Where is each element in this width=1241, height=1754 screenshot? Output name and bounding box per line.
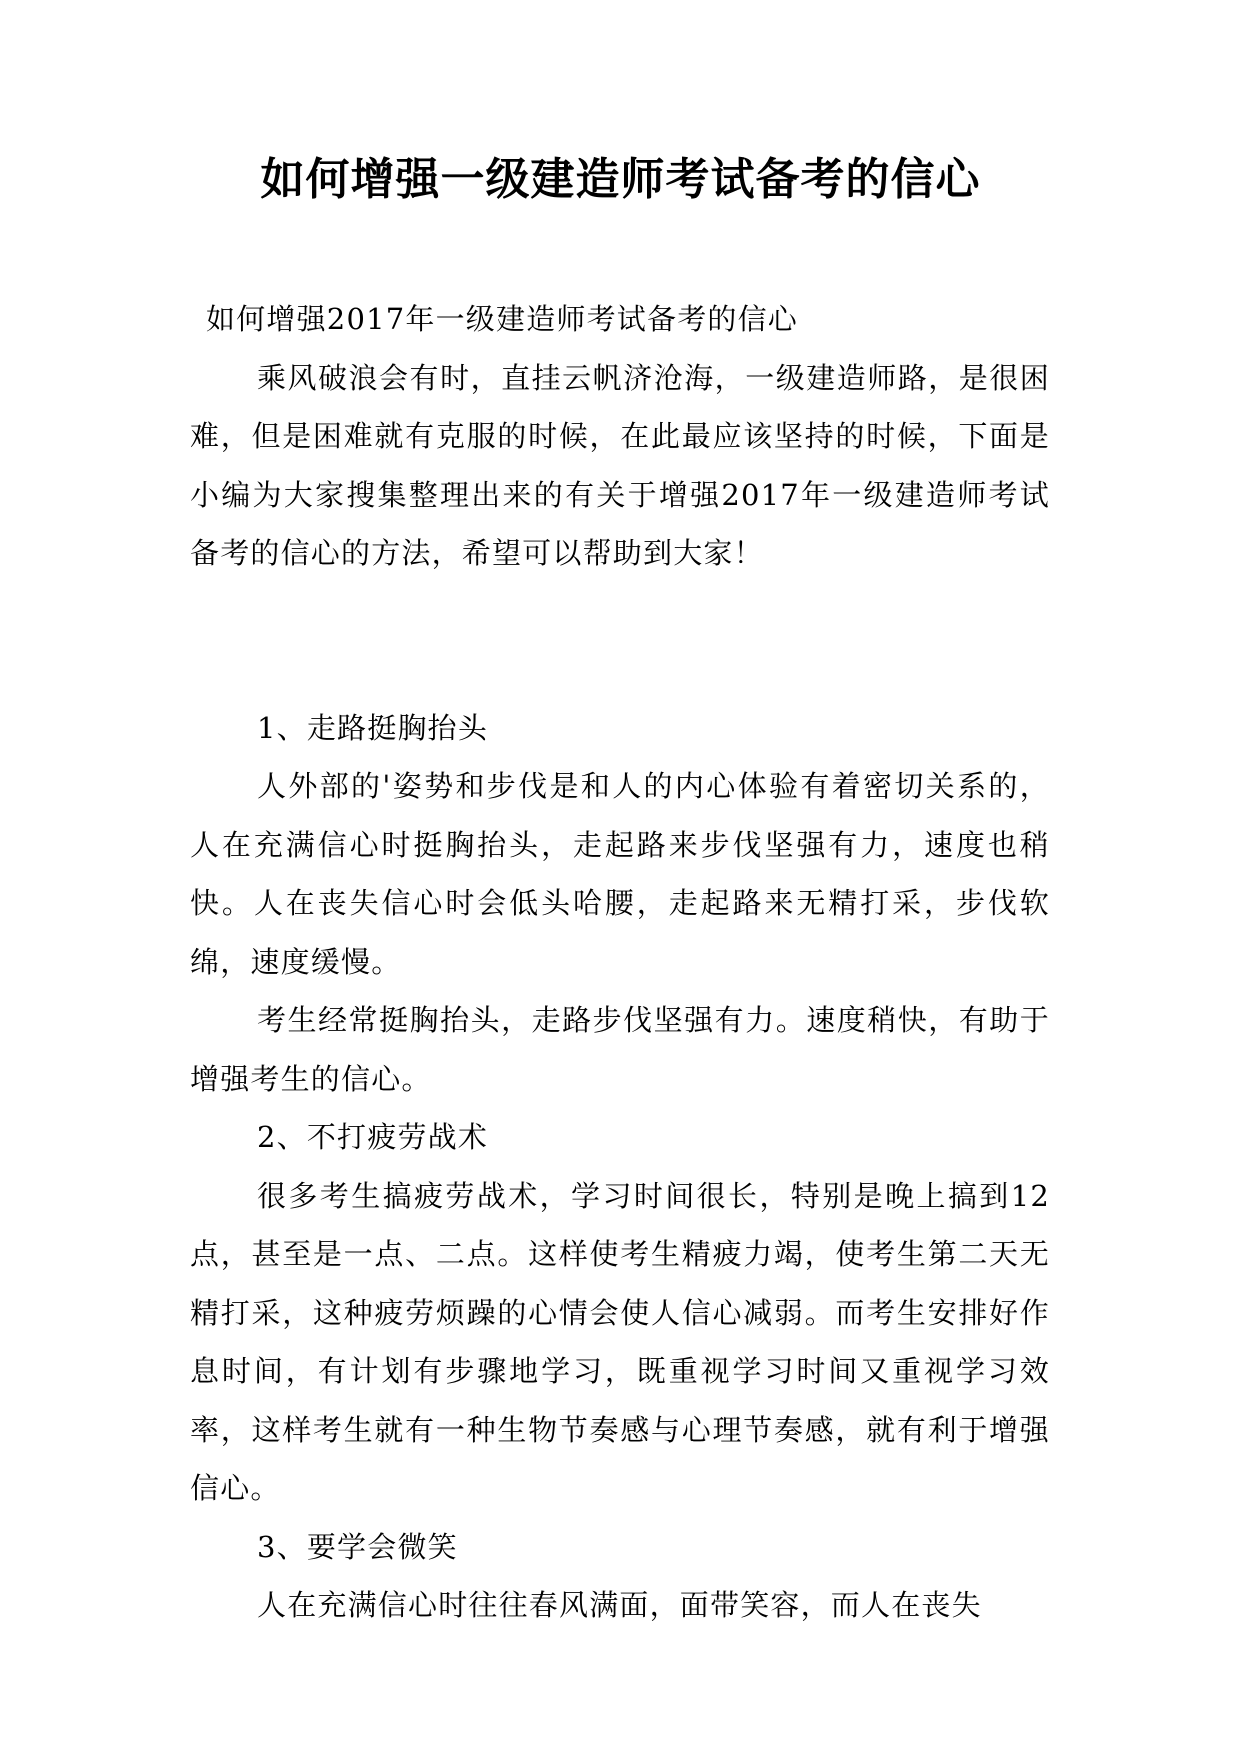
paragraph-spacer [190,641,1050,699]
body-paragraph: 人在充满信心时往往春风满面，面带笑容，而人在丧失 [257,1588,982,1622]
section-heading: 3、要学会微笑 [257,1529,458,1564]
document-subtitle: 如何增强2017年一级建造师考试备考的信心 [206,302,799,336]
body-paragraph: 很多考生搞疲劳战术，学习时间很长，特别是晚上搞到12点，甚至是一点、二点。这样使考生精疲力竭，使考生第二天无精打采，这种疲劳烦躁的心情会使人信心减弱。而考生安排好作息时间，有计划有步骤地学习，既重视学习时间又重视学习效率，这样考生就有一种生物节奏感与心理节奏感，就有利于增强信心。 [190,1178,1050,1505]
section-heading: 2、不打疲劳战术 [257,1120,489,1154]
intro-paragraph: 乘风破浪会有时，直挂云帆济沧海，一级建造师路，是很困难，但是困难就有克服的时候，在此最应该坚持的时候，下面是小编为大家搜集整理出来的有关于增强2017年一级建造师考试备考的信心的方法，希望可以帮助到大家！ [190,360,1050,570]
body-paragraph: 人外部的'姿势和步伐是和人的内心体验有着密切关系的，人在充满信心时挺胸抬头，走起路来步伐坚强有力，速度也稍快。人在丧失信心时会低头哈腰，走起路来无精打采，步伐软绵，速度缓慢。 [190,769,1050,979]
document-body [190,290,1050,1635]
body-paragraph: 考生经常挺胸抬头，走路步伐坚强有力。速度稍快，有助于增强考生的信心。 [190,1003,1050,1096]
document-title: 如何增强一级建造师考试备考的信心 [260,154,981,205]
section-heading: 1、走路挺胸抬头 [257,710,489,745]
